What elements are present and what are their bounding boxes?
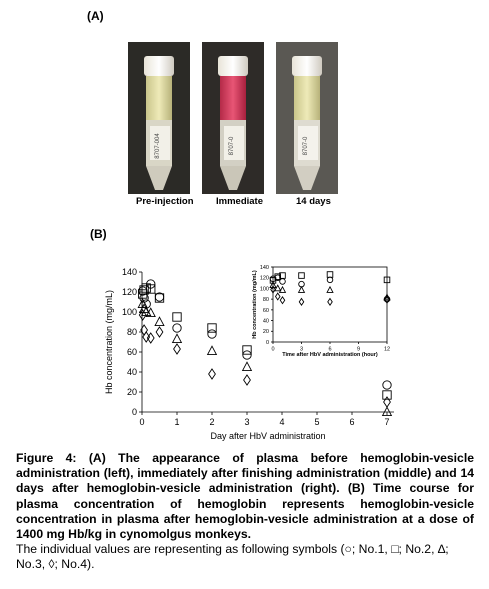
data-point-diamond <box>209 369 216 379</box>
x-axis-label: Time after HbV administration (hour) <box>282 352 378 358</box>
y-tick-label: 140 <box>259 264 269 271</box>
x-tick-label: 2 <box>209 417 215 427</box>
data-point-triangle <box>173 334 182 342</box>
data-point-diamond <box>244 375 251 385</box>
data-point-circle <box>208 330 216 338</box>
data-point-square <box>383 391 391 399</box>
y-tick-label: 80 <box>262 297 269 304</box>
caption-14-days: 14 days <box>296 196 331 207</box>
y-axis-label: Hb concentration (mg/mL) <box>252 270 258 339</box>
data-point-square <box>243 346 251 354</box>
x-tick-label: 0 <box>139 417 145 427</box>
x-tick-label: 1 <box>174 417 180 427</box>
x-tick-label: 12 <box>383 346 391 353</box>
y-tick-label: 60 <box>126 347 137 358</box>
data-point-diamond <box>174 344 181 354</box>
data-point-circle <box>173 324 181 332</box>
y-tick-label: 100 <box>121 307 137 318</box>
x-tick-label: 0 <box>271 346 275 353</box>
x-tick-label: 6 <box>349 417 355 427</box>
x-tick-label: 5 <box>314 417 320 427</box>
x-tick-label: 4 <box>279 417 285 427</box>
y-tick-label: 0 <box>131 407 137 418</box>
y-tick-label: 0 <box>265 339 269 346</box>
x-tick-label: 3 <box>244 417 250 427</box>
data-point-diamond <box>156 327 163 337</box>
x-tick-label: 6 <box>328 346 332 353</box>
y-axis-label: Hb concentration (mg/mL) <box>104 289 114 395</box>
x-tick-label: 9 <box>356 346 361 353</box>
caption-immediate: Immediate <box>216 196 263 207</box>
figure-caption-main: Figure 4: (A) The appearance of plasma before hemoglobin-vesicle administration (left), immediately after finishing administration (middle) and 14 days after hemoglobin-vesicle administration (right). (B) Time course for plasma concentration of hemoglobin represents hemoglobin-vesicle concentration in plasma after hemoglobin-vesicle administration at a dose of 1400 mg Hb/kg in cynomolgus monkeys. <box>16 451 474 542</box>
data-point-triangle <box>155 317 164 325</box>
y-tick-label: 20 <box>262 329 269 336</box>
y-tick-label: 60 <box>262 307 269 314</box>
figure-caption-symbols: The individual values are representing as following symbols (○; No.1, □; No.2, ∆; No.3, ◊; No.4). <box>16 542 449 572</box>
panel-b-label: (B) <box>90 227 107 241</box>
y-tick-label: 120 <box>259 275 269 282</box>
data-point-triangle <box>243 362 252 370</box>
panel-a-label: (A) <box>87 9 104 23</box>
x-tick-label: 7 <box>384 417 390 427</box>
data-point-circle <box>383 381 391 389</box>
y-tick-label: 20 <box>126 387 137 398</box>
data-point-triangle <box>208 346 217 354</box>
figure-caption <box>16 451 474 573</box>
y-tick-label: 120 <box>121 287 137 298</box>
data-point-square <box>173 313 181 321</box>
data-point-diamond <box>384 397 391 407</box>
y-tick-label: 140 <box>121 267 137 278</box>
caption-pre-injection: Pre-injection <box>136 196 194 207</box>
y-tick-label: 80 <box>126 327 137 338</box>
data-point-circle <box>243 351 251 359</box>
y-tick-label: 100 <box>259 286 269 293</box>
inset-chart <box>252 265 390 358</box>
svg-text:8707-0: 8707-0 <box>229 136 235 156</box>
svg-text:8707-0: 8707-0 <box>303 136 309 156</box>
y-tick-label: 40 <box>262 318 269 325</box>
x-tick-label: 3 <box>299 346 304 353</box>
svg-text:8707-004: 8707-004 <box>155 133 161 159</box>
x-axis-label: Day after HbV administration <box>210 431 326 441</box>
y-tick-label: 40 <box>126 367 137 378</box>
